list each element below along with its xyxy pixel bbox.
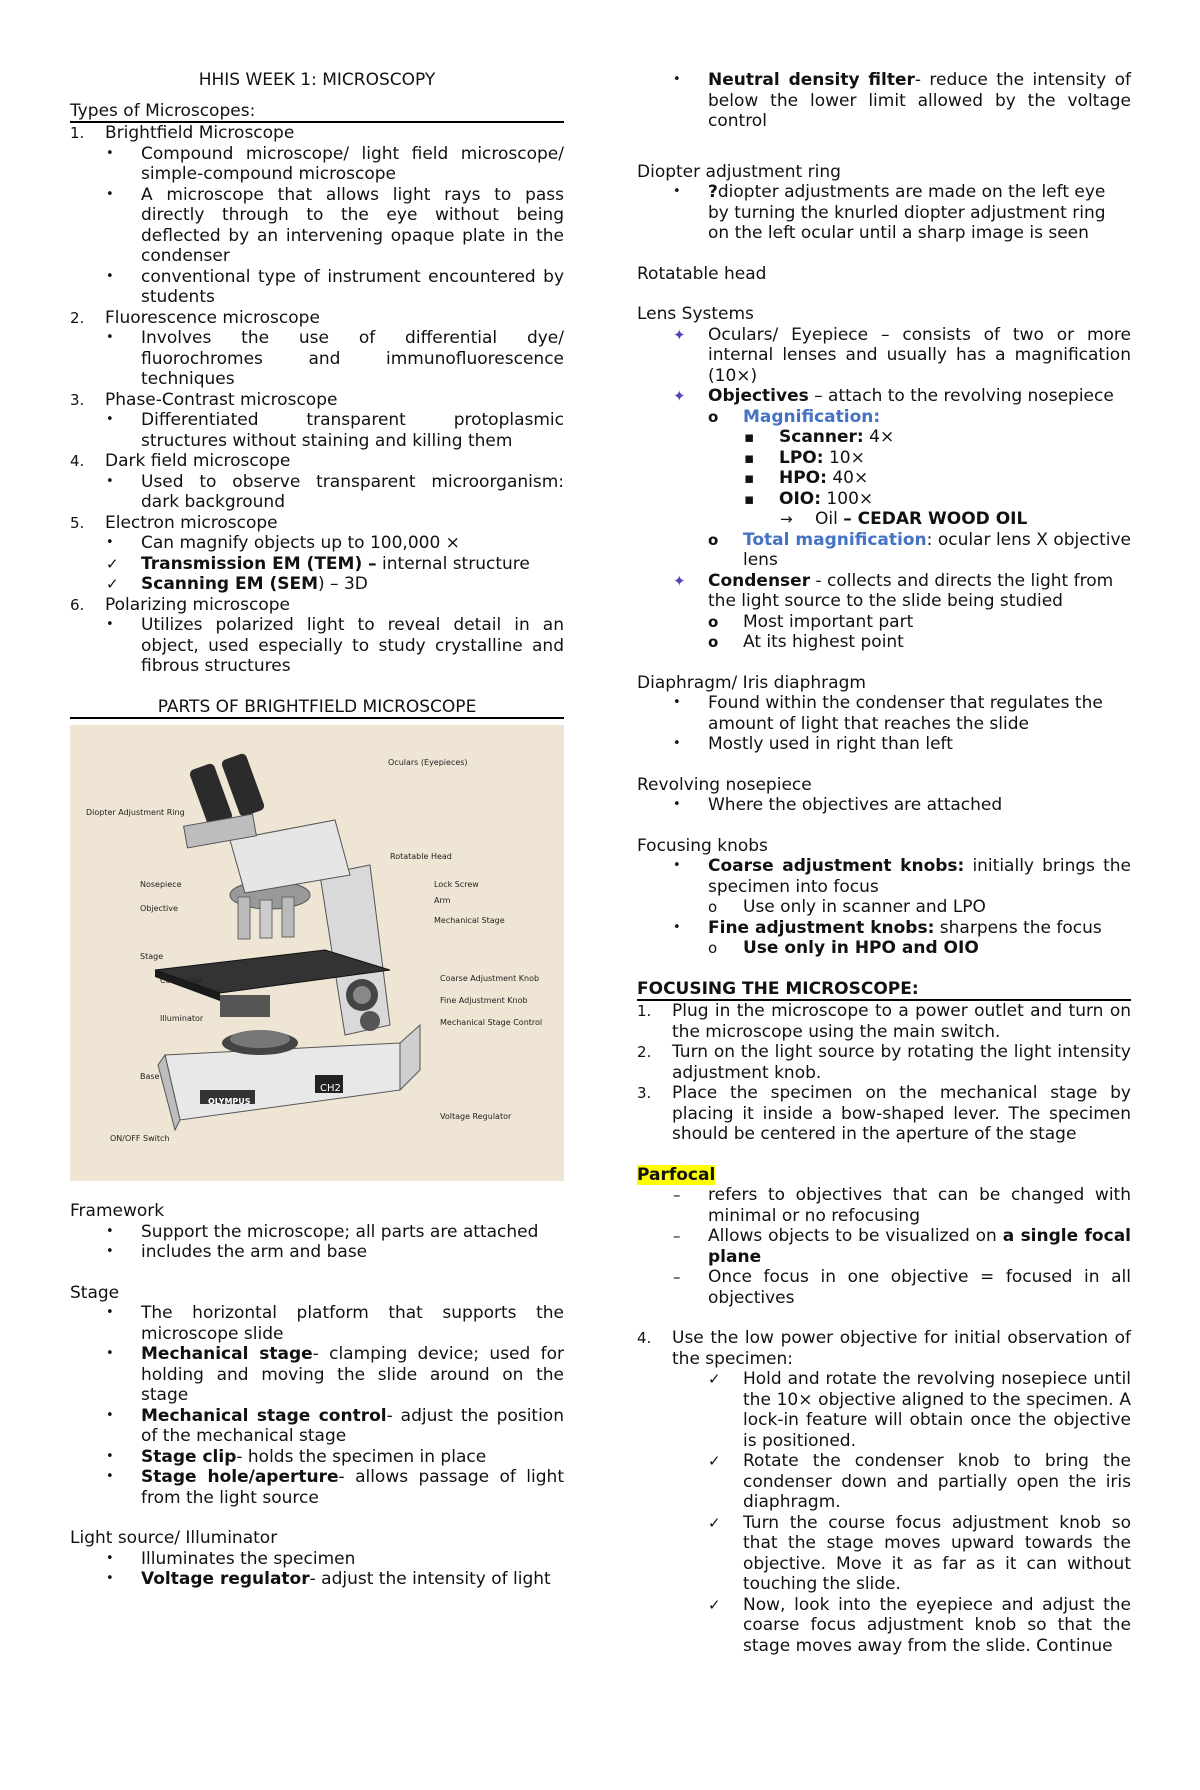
list-marker: • xyxy=(673,797,681,812)
list-item xyxy=(637,1267,1131,1308)
type-bullet: Involves the use of differential dye/ fluorochromes and immunofluorescence techniques xyxy=(141,328,564,389)
text-span: Turn the course focus adjustment knob so that the stage moves upward towards the objective. Move it as far as it can without touching the slide. xyxy=(743,1512,1131,1594)
list-item xyxy=(637,468,1131,489)
text-span: - adjust the position of the mechanical stage xyxy=(141,1405,564,1446)
type-name: Brightfield Microscope xyxy=(105,123,295,143)
list-item xyxy=(637,1513,1131,1595)
list-item xyxy=(70,308,564,329)
list-item xyxy=(70,390,564,411)
text-span: Use the low power objective for initial observation of the specimen: xyxy=(672,1328,1131,1369)
list-marker: o xyxy=(708,407,719,426)
list-item xyxy=(70,554,564,575)
list-marker: • xyxy=(106,268,114,284)
nosepiece-heading: Revolving nosepiece xyxy=(637,774,812,795)
list-marker: • xyxy=(106,1305,114,1320)
text-span: Turn on the light source by rotating the light intensity adjustment knob. xyxy=(672,1042,1131,1083)
list-item xyxy=(637,509,1131,530)
rotatable-head-heading: Rotatable head xyxy=(637,263,767,284)
label-condenser: Condenser xyxy=(160,976,203,985)
spacer xyxy=(637,755,1131,775)
list-item xyxy=(637,938,1131,959)
list-marker: • xyxy=(106,1550,114,1566)
bold-term: Transmission EM (TEM) – xyxy=(141,553,377,574)
list-marker: o xyxy=(708,530,719,549)
diaphragm-heading: Diaphragm/ Iris diaphragm xyxy=(637,672,866,693)
label-rotatable-head: Rotatable Head xyxy=(390,852,452,861)
list-marker: 1. xyxy=(637,1002,652,1020)
type-name: Phase-Contrast microscope xyxy=(105,389,338,410)
label-model: CH2 xyxy=(320,1083,341,1094)
type-name: Dark field microscope xyxy=(105,451,291,471)
list-marker: 4. xyxy=(637,1329,652,1347)
check-icon: ✓ xyxy=(708,1452,721,1470)
right-column xyxy=(637,70,1131,1656)
focusing-heading: Focusing knobs xyxy=(637,835,768,856)
text-span: initially brings the specimen into focus xyxy=(708,856,1131,897)
list-marker: 3. xyxy=(637,1084,652,1102)
list-item xyxy=(637,1226,1131,1267)
label-stage: Stage xyxy=(140,952,164,961)
bold-term: LPO: xyxy=(779,447,824,468)
spacer xyxy=(637,959,1131,979)
bold-term: Stage clip xyxy=(141,1446,237,1467)
list-marker: • xyxy=(673,695,681,710)
lens-heading: Lens Systems xyxy=(637,304,754,324)
list-item xyxy=(637,407,1131,428)
bold-term: Condenser xyxy=(708,570,811,591)
spacer xyxy=(70,1263,564,1283)
text-span: Now, look into the eyepiece and adjust the coarse focus adjustment knob so that the stage moves away from the slide. Continue xyxy=(743,1594,1131,1656)
spacer xyxy=(70,1181,564,1201)
bold-term: OIO: xyxy=(779,488,822,509)
list-marker: ▪ xyxy=(744,489,755,508)
list-item xyxy=(637,448,1131,469)
bold-term: – CEDAR WOOD OIL xyxy=(843,509,1028,529)
list-item xyxy=(637,1369,1131,1451)
bold-term: Voltage regulator xyxy=(141,1569,310,1589)
text-span: - allows passage of light from the light source xyxy=(141,1467,564,1508)
bold-term: Fine adjustment knobs: xyxy=(708,917,935,938)
framework-bullet: includes the arm and base xyxy=(141,1242,368,1262)
framework-bullet: Support the microscope; all parts are attached xyxy=(141,1221,539,1242)
list-item xyxy=(637,427,1131,448)
list-item xyxy=(637,1083,1131,1145)
text-span: - clamping device; used for holding and moving the slide around on the stage xyxy=(141,1344,564,1405)
list-marker: • xyxy=(106,1346,114,1361)
list-marker: o xyxy=(708,633,719,651)
stage-item: The horizontal platform that supports the microscope slide xyxy=(141,1303,564,1344)
text-span: Place the specimen on the mechanical stage by placing it inside a bow-shaped lever. The specimen should be centered in the aperture of the stage xyxy=(672,1083,1131,1144)
list-item xyxy=(70,1242,564,1263)
list-item xyxy=(70,1344,564,1406)
diopter-text: diopter adjustments are made on the left eye by turning the knurled diopter adjustment ring on the left ocular until a sharp image is seen xyxy=(708,182,1106,243)
list-item xyxy=(637,1595,1131,1657)
page-title: HHIS WEEK 1: MICROSCOPY xyxy=(198,70,436,90)
list-marker: • xyxy=(106,145,114,161)
label-nosepiece: Nosepiece xyxy=(140,880,182,889)
list-marker: – xyxy=(673,1227,681,1245)
list-marker: 6. xyxy=(70,595,85,614)
text-span: Oculars/ Eyepiece – consists of two or more internal lenses and usually has a magnification (10×) xyxy=(708,324,1131,386)
type-bullet: Utilizes polarized light to reveal detail in an object, used especially to study crystalline and fibrous structures xyxy=(141,615,564,676)
list-marker: • xyxy=(106,1244,114,1259)
light-item: Illuminates the specimen xyxy=(141,1548,356,1569)
types-heading: Types of Microscopes: xyxy=(70,101,564,124)
text-span: Plug in the microscope to a power outlet and turn on the microscope using the main switch. xyxy=(672,1001,1131,1042)
list-marker: o xyxy=(708,939,718,957)
list-item xyxy=(637,1001,1131,1042)
total-magnification-label: Total magnification xyxy=(743,529,927,550)
text-span: At its highest point xyxy=(743,632,904,652)
list-item xyxy=(637,325,1131,387)
text-span: - adjust the intensity of light xyxy=(309,1569,551,1589)
bold-term: Use only in HPO and OIO xyxy=(743,938,979,958)
list-marker: • xyxy=(673,919,681,935)
text-span: Once focus in one objective = focused in all objectives xyxy=(708,1267,1131,1308)
text-span: ) – 3D xyxy=(318,574,368,594)
type-bullet: conventional type of instrument encountered by students xyxy=(141,266,564,307)
list-item xyxy=(637,1451,1131,1513)
type-name: Electron microscope xyxy=(105,512,278,533)
list-marker: 4. xyxy=(70,452,85,470)
list-item xyxy=(637,182,1131,244)
label-illuminator: Illuminator xyxy=(160,1014,204,1023)
type-bullet: Compound microscope/ light field microscope/ simple-compound microscope xyxy=(141,143,564,184)
bold-term: FOCUSING THE MICROSCOPE: xyxy=(637,978,919,999)
spacer xyxy=(70,1508,564,1528)
list-marker: ▪ xyxy=(744,428,755,446)
list-item xyxy=(70,410,564,451)
list-item xyxy=(70,328,564,390)
bold-term: Neutral density filter xyxy=(708,70,915,90)
label-coarse-knob: Coarse Adjustment Knob xyxy=(440,974,540,983)
list-marker: • xyxy=(106,1469,114,1484)
label-diopter: Diopter Adjustment Ring xyxy=(86,808,185,817)
text-span: Found within the condenser that regulates the amount of light that reaches the slide xyxy=(708,693,1103,734)
list-item xyxy=(637,632,1131,653)
label-brand: OLYMPUS xyxy=(208,1097,251,1106)
list-marker: • xyxy=(106,186,114,202)
list-marker: 2. xyxy=(70,308,85,327)
spacer xyxy=(637,284,1131,304)
list-item xyxy=(70,472,564,513)
spacer xyxy=(637,653,1131,673)
parfocal-label: Parfocal xyxy=(637,1164,716,1185)
text-span: - collects and directs the light from the light source to the slide being studied xyxy=(708,570,1114,611)
list-item xyxy=(637,489,1131,510)
list-marker: • xyxy=(106,1223,114,1239)
spacer xyxy=(637,1308,1131,1328)
list-marker: • xyxy=(673,736,681,751)
bold-term: a single focal plane xyxy=(708,1226,1131,1267)
bold-term: Mechanical stage xyxy=(141,1344,313,1364)
focusing-microscope-heading xyxy=(637,979,1131,1002)
spacer xyxy=(637,244,1131,264)
list-marker: 3. xyxy=(70,390,85,409)
check-icon: ✓ xyxy=(708,1513,721,1532)
bold-term: Mechanical stage control xyxy=(141,1405,387,1426)
label-arm: Arm xyxy=(434,896,451,905)
list-item xyxy=(70,513,564,534)
list-item xyxy=(70,1467,564,1508)
list-item xyxy=(637,795,1131,816)
text-span: – attach to the revolving nosepiece xyxy=(808,386,1114,406)
list-item xyxy=(70,595,564,616)
arrow-icon: → xyxy=(780,510,793,528)
text-span: Oil xyxy=(815,509,844,529)
label-mechanical-stage: Mechanical Stage xyxy=(434,916,505,925)
spacer xyxy=(637,152,1131,162)
label-voltage-regulator: Voltage Regulator xyxy=(440,1112,512,1121)
list-marker: 5. xyxy=(70,513,85,532)
text-span: Allows objects to be visualized on xyxy=(708,1226,1003,1246)
list-marker: – xyxy=(673,1268,681,1286)
list-marker: • xyxy=(106,1448,114,1464)
diamond-bullet-icon: ✦ xyxy=(673,387,686,405)
list-item xyxy=(637,856,1131,897)
list-item xyxy=(70,185,564,267)
spacer xyxy=(637,816,1131,836)
text-span: Hold and rotate the revolving nosepiece until the 10× objective aligned to the specimen. A lock-in feature will obtain once the objective is positioned. xyxy=(743,1369,1131,1451)
stage-heading: Stage xyxy=(70,1282,120,1303)
label-oculars: Oculars (Eyepieces) xyxy=(388,758,468,767)
magnification-label: Magnification: xyxy=(743,406,881,427)
list-marker: 2. xyxy=(637,1043,652,1061)
label-objective: Objective xyxy=(140,904,178,913)
diopter-heading: Diopter adjustment ring xyxy=(637,161,841,182)
bold-term: Scanning EM (SEM xyxy=(141,574,319,594)
text-span: 100× xyxy=(821,488,874,509)
list-marker: o xyxy=(708,612,719,631)
check-icon: ✓ xyxy=(106,575,119,593)
list-item xyxy=(637,1042,1131,1083)
list-item xyxy=(637,70,1131,132)
list-item xyxy=(70,1222,564,1243)
label-lock-screw: Lock Screw xyxy=(434,880,479,889)
list-marker: ▪ xyxy=(744,448,755,467)
list-item xyxy=(70,1447,564,1468)
text-span: - reduce the intensity of below the lower limit allowed by the voltage control xyxy=(708,70,1131,131)
bold-term: Coarse adjustment knobs: xyxy=(708,856,965,876)
type-bullet: A microscope that allows light rays to pass directly through to the eye without being deflected by an intervening opaque plate in the condenser xyxy=(141,184,564,266)
list-item xyxy=(637,530,1131,571)
list-item xyxy=(70,533,564,554)
list-marker: • xyxy=(673,858,681,873)
list-marker: o xyxy=(708,898,718,916)
framework-heading: Framework xyxy=(70,1201,165,1221)
spacer xyxy=(637,1145,1131,1165)
list-marker: 1. xyxy=(70,124,85,142)
text-span: - holds the specimen in place xyxy=(236,1446,487,1467)
spacer xyxy=(70,91,564,101)
microscope-figure xyxy=(70,725,564,1181)
text-span: Use only in scanner and LPO xyxy=(743,897,986,917)
text-span: Mostly used in right than left xyxy=(708,734,953,754)
text-span: sharpens the focus xyxy=(934,917,1102,938)
list-marker: • xyxy=(106,1571,114,1586)
list-marker: ▪ xyxy=(744,469,755,487)
parts-heading: PARTS OF BRIGHTFIELD MICROSCOPE xyxy=(70,697,564,720)
types-list xyxy=(70,123,564,677)
check-icon: ✓ xyxy=(106,554,119,573)
list-marker: • xyxy=(106,473,114,489)
list-marker: • xyxy=(673,184,681,199)
list-item xyxy=(70,1406,564,1447)
list-marker: • xyxy=(106,1407,114,1423)
diopter-glyph: ? xyxy=(708,182,718,202)
bold-term: Stage hole/aperture xyxy=(141,1467,339,1487)
spacer xyxy=(637,132,1131,152)
list-item xyxy=(637,693,1131,734)
spacer xyxy=(70,677,564,697)
label-mechanical-stage-control: Mechanical Stage Control xyxy=(440,1018,543,1027)
bold-term: Objectives xyxy=(708,386,809,406)
text-span: Where the objectives are attached xyxy=(708,795,1003,815)
left-column xyxy=(70,70,564,1590)
list-item xyxy=(70,144,564,185)
check-icon: ✓ xyxy=(708,1370,721,1388)
diamond-bullet-icon: ✦ xyxy=(673,571,686,590)
bold-term: Scanner: xyxy=(779,427,864,447)
list-marker: • xyxy=(673,72,681,87)
list-marker: • xyxy=(106,412,114,427)
text-span: internal structure xyxy=(376,553,530,574)
text-span: 40× xyxy=(826,468,869,488)
list-item xyxy=(70,1569,564,1590)
bold-term: HPO: xyxy=(779,468,827,488)
list-item xyxy=(637,1328,1131,1369)
label-onoff-switch: ON/OFF Switch xyxy=(110,1134,170,1143)
list-item xyxy=(70,451,564,472)
list-item xyxy=(637,918,1131,939)
list-marker: – xyxy=(673,1186,681,1204)
label-base: Base xyxy=(140,1072,160,1081)
check-icon: ✓ xyxy=(708,1595,721,1614)
list-item xyxy=(637,1185,1131,1226)
list-item xyxy=(70,574,564,595)
light-source-heading: Light source/ Illuminator xyxy=(70,1528,278,1548)
type-bullet: Differentiated transparent protoplasmic structures without staining and killing them xyxy=(141,410,564,451)
label-fine-knob: Fine Adjustment Knob xyxy=(440,996,528,1005)
text-span: Rotate the condenser knob to bring the condenser down and partially open the iris diaphragm. xyxy=(743,1451,1131,1512)
list-item xyxy=(70,1549,564,1570)
type-bullet: Used to observe transparent microorganism: dark background xyxy=(141,471,564,512)
type-name: Polarizing microscope xyxy=(105,594,291,615)
list-item xyxy=(70,267,564,308)
text-span: 10× xyxy=(823,447,865,468)
list-item xyxy=(637,386,1131,407)
paragraph xyxy=(637,1165,1131,1186)
list-item xyxy=(70,615,564,677)
list-item xyxy=(637,571,1131,612)
text-span: refers to objectives that can be changed with minimal or no refocusing xyxy=(708,1185,1131,1226)
text-span: 4× xyxy=(863,427,895,447)
list-marker: • xyxy=(106,535,114,550)
list-marker: • xyxy=(106,617,114,632)
type-bullet: Can magnify objects up to 100,000 × xyxy=(141,533,460,553)
list-item xyxy=(70,1303,564,1344)
text-span: : ocular lens X objective lens xyxy=(743,529,1131,570)
diamond-bullet-icon: ✦ xyxy=(673,325,686,344)
list-marker: • xyxy=(106,330,114,345)
text-span: Most important part xyxy=(743,611,914,632)
list-item xyxy=(70,123,564,144)
type-name: Fluorescence microscope xyxy=(105,307,320,328)
list-item xyxy=(637,897,1131,918)
list-item xyxy=(637,734,1131,755)
list-item xyxy=(637,612,1131,633)
